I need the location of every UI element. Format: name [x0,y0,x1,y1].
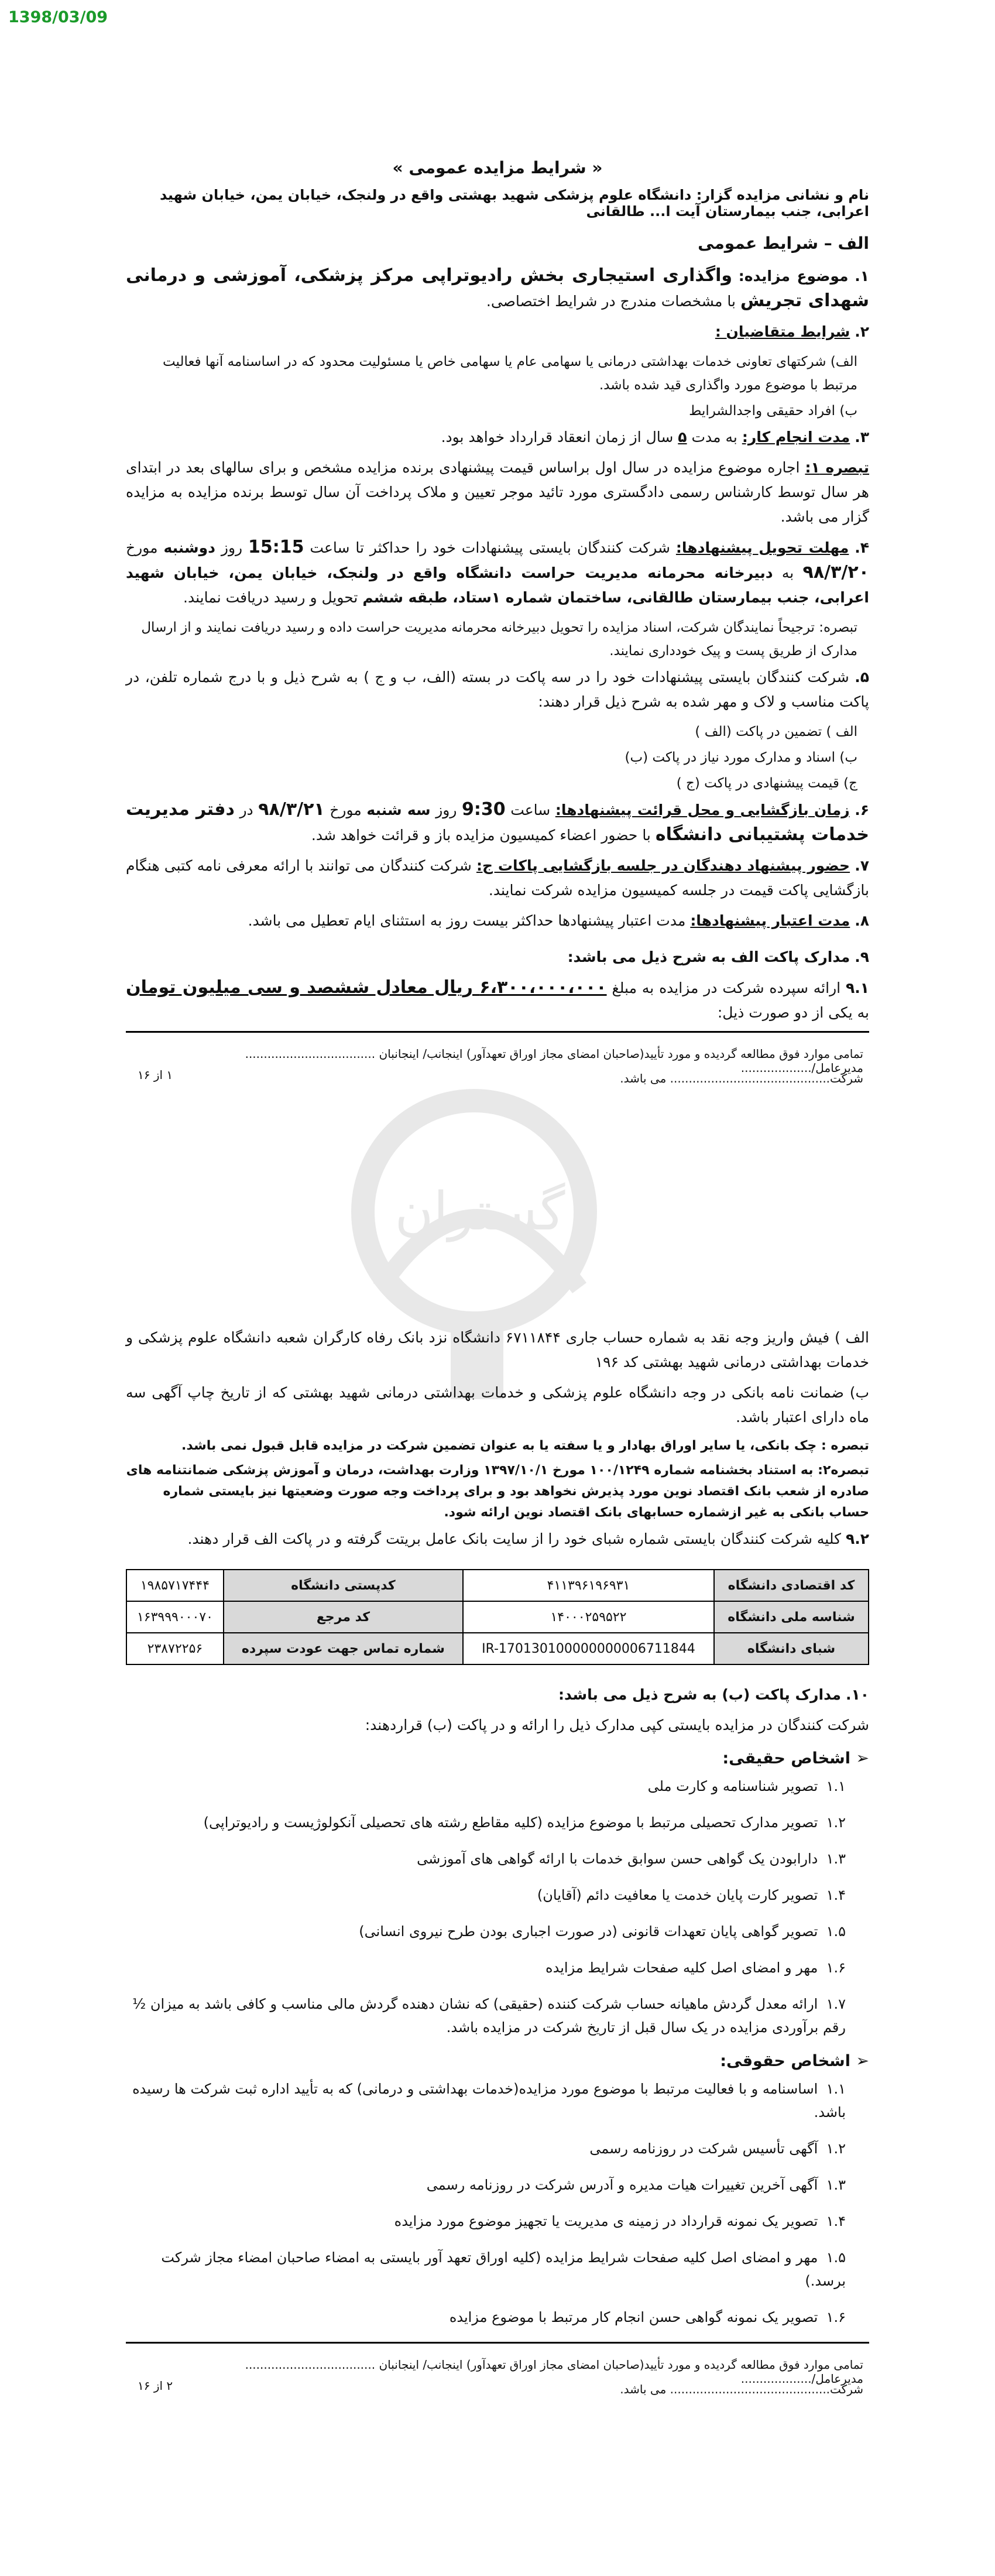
page-number: ۱ از ۱۶ [138,1068,173,1082]
page-footer-2 [126,2342,869,2455]
clause-9: ۹. مدارک پاکت الف به شرح ذیل می باشد: [567,948,869,965]
clause-3: ۳. مدت انجام کار: به مدت ۵ سال از زمان انعقاد قرارداد خواهد بود. [441,429,869,446]
list-item: ۱.۴ تصویر یک نمونه قرارداد در زمینه ی مدیریت یا تجهیز موضوع مورد مزایده [394,2213,846,2229]
legal-persons-list [126,2077,869,2329]
clause-7: ۷. حضور پیشنهاد دهندگان در جلسه بازگشایی پاکات ج: شرکت کنندگان می توانند با ارائه معرفی نامه کتبی هنگام بازگشایی پاکت قیمت در جلسه کمیسیون مزایده شرکت نمایند. [126,857,869,899]
list-item: ۱.۶ مهر و امضای اصل کلیه صفحات شرایط مزایده [545,1960,846,1976]
list-item: ۱.۶ تصویر یک نمونه گواهی حسن انجام کار مرتبط با موضوع مزایده [449,2309,846,2325]
section-general-conditions: الف – شرایط عمومی [698,234,869,253]
deposit-option-a: الف ) فیش واریز وجه نقد به شماره حساب جاری ۶۷۱۱۸۴۴ دانشگاه نزد بانک رفاه کارگران شعبه دانشگاه علوم پزشکی و خدمات بهداشتی درمانی شهید بهشتی کد ۱۹۶ [126,1329,869,1371]
list-item: ۱.۱ اساسنامه و با فعالیت مرتبط با موضوع مورد مزایده(خدمات بهداشتی و درمانی) که به تأیید اداره ثبت شرکت ها رسیده باشد. [132,2081,846,2121]
natural-persons-heading: ➢ اشخاص حقیقی: [722,1749,869,1767]
clause-10-text: شرکت کنندگان در مزایده بایستی کپی مدارک ذیل را ارائه و در پاکت (ب) قراردهند: [365,1717,869,1734]
clause-2: ۲. شرایط متقاضیان : [715,323,869,340]
clause-8: ۸. مدت اعتبار پیشنهادها: مدت اعتبار پیشنهادها حداکثر بیست روز به استثنای ایام تعطیل می باشد. [248,912,869,929]
clause-4-note: تبصره: ترجیحاً نمایندگان شرکت، اسناد مزایده را تحویل دبیرخانه محرمانه مدیریت حراست داده و رسید دریافت نمایند و از ارسال مدارک از طریق پست و پیک خودداری نمایند. [141,620,857,659]
clause-2-b: ب) افراد حقیقی واجدالشرایط [689,403,857,419]
university-bank-table [126,1569,869,1665]
clause-9-1: ۹.۱ ارائه سپرده شرکت در مزایده به مبلغ ۶،۳۰۰،۰۰۰،۰۰۰ ریال معادل ششصد و سی میلیون تومان به یکی از دو صورت ذیل: [126,977,869,1021]
date-stamp: 1398/03/09 [8,8,108,26]
list-item: ۱.۷ ارائه معدل گردش ماهیانه حساب شرکت کننده (حقیقی) که نشان دهنده گردش مالی مناسب و کافی باشد به میزان ½ رقم برآوردی مزایده در یک سال قبل از تاریخ شرکت در مزایده باشد. [132,1996,846,2036]
organizer-line: نام و نشانی مزایده گزار: دانشگاه علوم پزشکی شهید بهشتی واقع در ولنجک، خیابان یمن، خیابان شهید اعرابی، جنب بیمارستان آیت ا... طالقانی [160,187,869,220]
footer-company-line: شرکت........................................... می باشد. [620,2382,863,2396]
list-item: ۱.۵ تصویر گواهی پایان تعهدات قانونی (در صورت اجباری بودن طرح نیروی انسانی) [359,1923,846,1940]
table-row: شناسه ملی دانشگاه ۱۴۰۰۰۲۵۹۵۲۲ کد مرجع ۱۶۳۹۹۹۰۰۰۷۰ [126,1601,869,1633]
clause-10: ۱۰. مدارک پاکت (ب) به شرح ذیل می باشد: [558,1686,869,1703]
clause-5-a: الف ) تضمین در پاکت (الف ) [695,724,857,739]
footer-company-line: شرکت........................................... می باشد. [620,1071,863,1085]
page-number: ۲ از ۱۶ [138,2379,173,2393]
arrow-icon: ➢ [850,1749,869,1767]
list-item: ۱.۴ تصویر کارت پایان خدمت یا معافیت دائم (آقایان) [537,1887,846,1903]
document-title: « شرایط مزایده عمومی » [392,158,603,177]
watermark-text: گستران [394,1181,565,1242]
table-row: شبای دانشگاه IR-170130100000000006711844 شماره تماس جهت عودت سپرده ۲۳۸۷۲۲۵۶ [126,1633,869,1664]
clause-5-c: ج) قیمت پیشنهادی در پاکت (ج ) [676,776,857,791]
footer-approval-line: تمامی موارد فوق مطالعه گردیده و مورد تأیید(صاحبان امضای مجاز اوراق تعهدآور) اینجانب/ اینجانبان ................................... مدیرعامل/................... [245,2358,863,2386]
list-item: ۱.۵ مهر و امضای اصل کلیه صفحات شرایط مزایده (کلیه اوراق تعهد آور بایستی به امضاء صاحبان امضاء مجاز شرکت برسد.) [161,2249,846,2289]
deposit-option-b: ب) ضمانت نامه بانکی در وجه دانشگاه علوم پزشکی و خدمات بهداشتی درمانی شهید بهشتی که از تاریخ چاپ آگهی سه ماه دارای اعتبار باشد. [126,1384,869,1426]
clause-6: ۶. زمان بازگشایی و محل قرائت پیشنهادها: ساعت 9:30 روز سه شنبه مورخ ۹۸/۳/۲۱ در دفتر مدیریت خدمات پشتیبانی دانشگاه با حضور اعضاء کمیسیون مزایده باز و قرائت خواهد شد. [126,799,869,845]
clause-5-b: ب) اسناد و مدارک مورد نیاز در پاکت (ب) [625,750,857,765]
clause-2-a: الف) شرکتهای تعاونی خدمات بهداشتی درمانی یا سهامی عام یا سهامی خاص یا مسئولیت محدود که در اساسنامه آنها فعالیت مرتبط با موضوع مورد واگذاری قید شده باشد. [162,354,857,393]
note-1: تبصره ۱: اجاره موضوع مزایده در سال اول براساس قیمت پیشنهادی برنده مزایده مشخص و برای سالهای بعد در ابتدای هر سال توسط کارشناس رسمی دادگستری مورد تائید موجر تعیین و ملاک پرداخت آن سال توسط برنده مزایده به مزایده گزار می باشد. [126,459,869,525]
page-footer-1 [126,1031,869,1144]
footer-approval-line: تمامی موارد فوق مطالعه گردیده و مورد تأیید(صاحبان امضای مجاز اوراق تعهدآور) اینجانب/ اینجانبان ................................... مدیرعامل/................... [245,1047,863,1075]
clause-4: ۴. مهلت تحویل پیشنهادها: شرکت کنندگان بایستی پیشنهادات خود را حداکثر تا ساعت 15:15 روز دوشنبه مورخ ۹۸/۳/۲۰ به دبیرخانه محرمانه مدیریت حراست دانشگاه واقع در ولنجک، خیابان یمن، خیابان شهید اعرابی، جنب بیمارستان طالقانی، ساختمان شماره ۱ستاد، طبقه ششم تحویل و رسید دریافت نمایند. [126,537,870,606]
table-row: کد اقتصادی دانشگاه ۴۱۱۳۹۶۱۹۶۹۳۱ کدپستی دانشگاه ۱۹۸۵۷۱۷۴۴۴ [126,1570,869,1601]
natural-persons-list [126,1775,869,2039]
deposit-note-2: تبصره۲: به استناد بخشنامه شماره ۱۰۰/۱۲۴۹ مورخ ۱۳۹۷/۱۰/۱ وزارت بهداشت، درمان و آموزش پزشکی ضمانتنامه های صادره از شعب بانک اقتصاد نوین مورد پذیرش نخواهد بود و برای پرداخت وجه صورت وضعیتها نیز بایستی شماره حساب بانکی به غیر ازشماره حسابهای بانک اقتصاد نوین ارائه شود. [126,1463,869,1520]
list-item: ۱.۱ تصویر شناسنامه و کارت ملی [647,1778,846,1794]
list-item: ۱.۲ آگهی تأسیس شرکت در روزنامه رسمی [589,2140,846,2157]
list-item: ۱.۳ دارابودن یک گواهی حسن سوابق خدمات با ارائه گواهی های آموزشی [417,1851,846,1867]
document-page [126,158,869,2553]
deposit-note: تبصره : چک بانکی، یا سایر اوراق بهادار و یا سفته یا به عنوان تضمین شرکت در مزایده قابل قبول نمی باشد. [181,1438,869,1453]
clause-1: ۱. موضوع مزایده: واگذاری استیجاری بخش رادیوتراپی مرکز پزشکی، آموزشی و درمانی شهدای تجریش با مشخصات مندرج در شرایط اختصاصی. [126,265,869,311]
list-item: ۱.۳ آگهی آخرین تغییرات هیات مدیره و آدرس شرکت در روزنامه رسمی [426,2177,846,2193]
arrow-icon: ➢ [850,2052,869,2070]
legal-persons-heading: ➢ اشخاص حقوقی: [720,2052,869,2070]
clause-9-2: ۹.۲ کلیه شرکت کنندگان بایستی شماره شبای خود را از سایت بانک عامل بریتت گرفته و در پاکت الف قرار دهند. [187,1530,869,1547]
clause-5: ۵. شرکت کنندگان بایستی پیشنهادات خود را در سه پاکت در بسته (الف، ب و ج ) به شرح ذیل و با درج شماره تلفن، در پاکت مناسب و لاک و مهر شده به شرح ذیل قرار دهند: [126,669,869,710]
list-item: ۱.۲ تصویر مدارک تحصیلی مرتبط با موضوع مزایده (کلیه مقاطع رشته های تحصیلی آنکولوژیست و رادیوتراپی) [203,1814,846,1831]
